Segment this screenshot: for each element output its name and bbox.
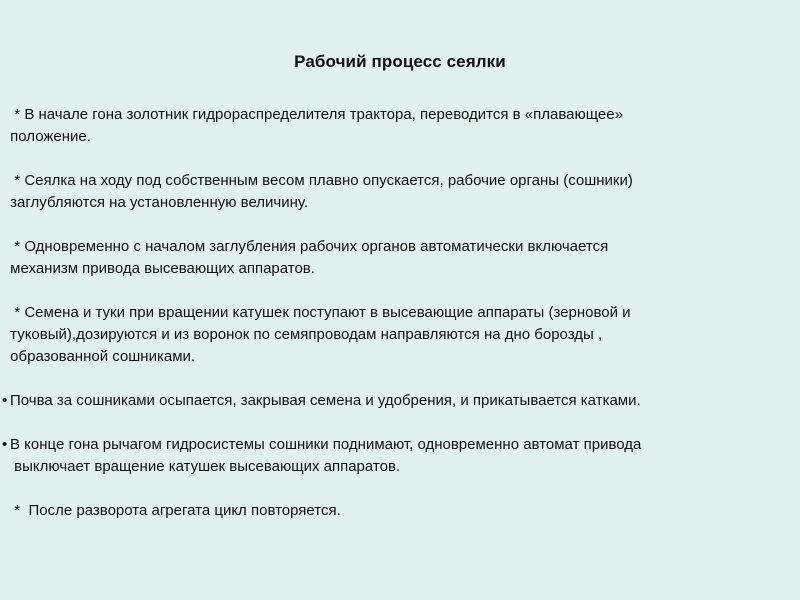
paragraph-line: положение. bbox=[6, 128, 91, 145]
paragraph-4 bbox=[6, 302, 786, 368]
bullet-icon: • bbox=[2, 392, 8, 409]
paragraph-1 bbox=[6, 104, 786, 148]
paragraph-3 bbox=[6, 236, 786, 280]
paragraph-line: * Одновременно с началом заглубления рабочих органов автоматически включается bbox=[6, 238, 609, 255]
slide-body bbox=[2, 104, 786, 522]
paragraph-line: механизм привода высевающих аппаратов. bbox=[6, 260, 315, 277]
paragraph-line: выключает вращение катушек высевающих аппаратов. bbox=[10, 458, 401, 475]
paragraph-line: * Сеялка на ходу под собственным весом плавно опускается, рабочие органы (сошники) bbox=[6, 172, 633, 189]
paragraph-line: туковый),дозируются и из воронок по семяпроводам направляются на дно борозды , bbox=[6, 326, 603, 343]
paragraph-line: образованной сошниками. bbox=[6, 348, 196, 365]
paragraph-line: В конце гона рычагом гидросистемы сошники поднимают, одновременно автомат привода bbox=[10, 436, 642, 453]
paragraph-7 bbox=[6, 500, 786, 522]
paragraph-2 bbox=[6, 170, 786, 214]
paragraph-6 bbox=[2, 434, 786, 478]
paragraph-line: * В начале гона золотник гидрораспределителя трактора, переводится в «плавающее» bbox=[6, 106, 623, 123]
slide-title: Рабочий процесс сеялки bbox=[294, 52, 506, 71]
paragraph-line: * Семена и туки при вращении катушек поступают в высевающие аппараты (зерновой и bbox=[6, 304, 631, 321]
paragraph-line: Почва за сошниками осыпается, закрывая семена и удобрения, и прикатывается катками. bbox=[10, 392, 641, 409]
paragraph-line: заглубляются на установленную величину. bbox=[6, 194, 309, 211]
bullet-icon: • bbox=[2, 436, 8, 453]
paragraph-line: * После разворота агрегата цикл повторяется. bbox=[6, 502, 341, 519]
paragraph-5 bbox=[2, 390, 786, 412]
